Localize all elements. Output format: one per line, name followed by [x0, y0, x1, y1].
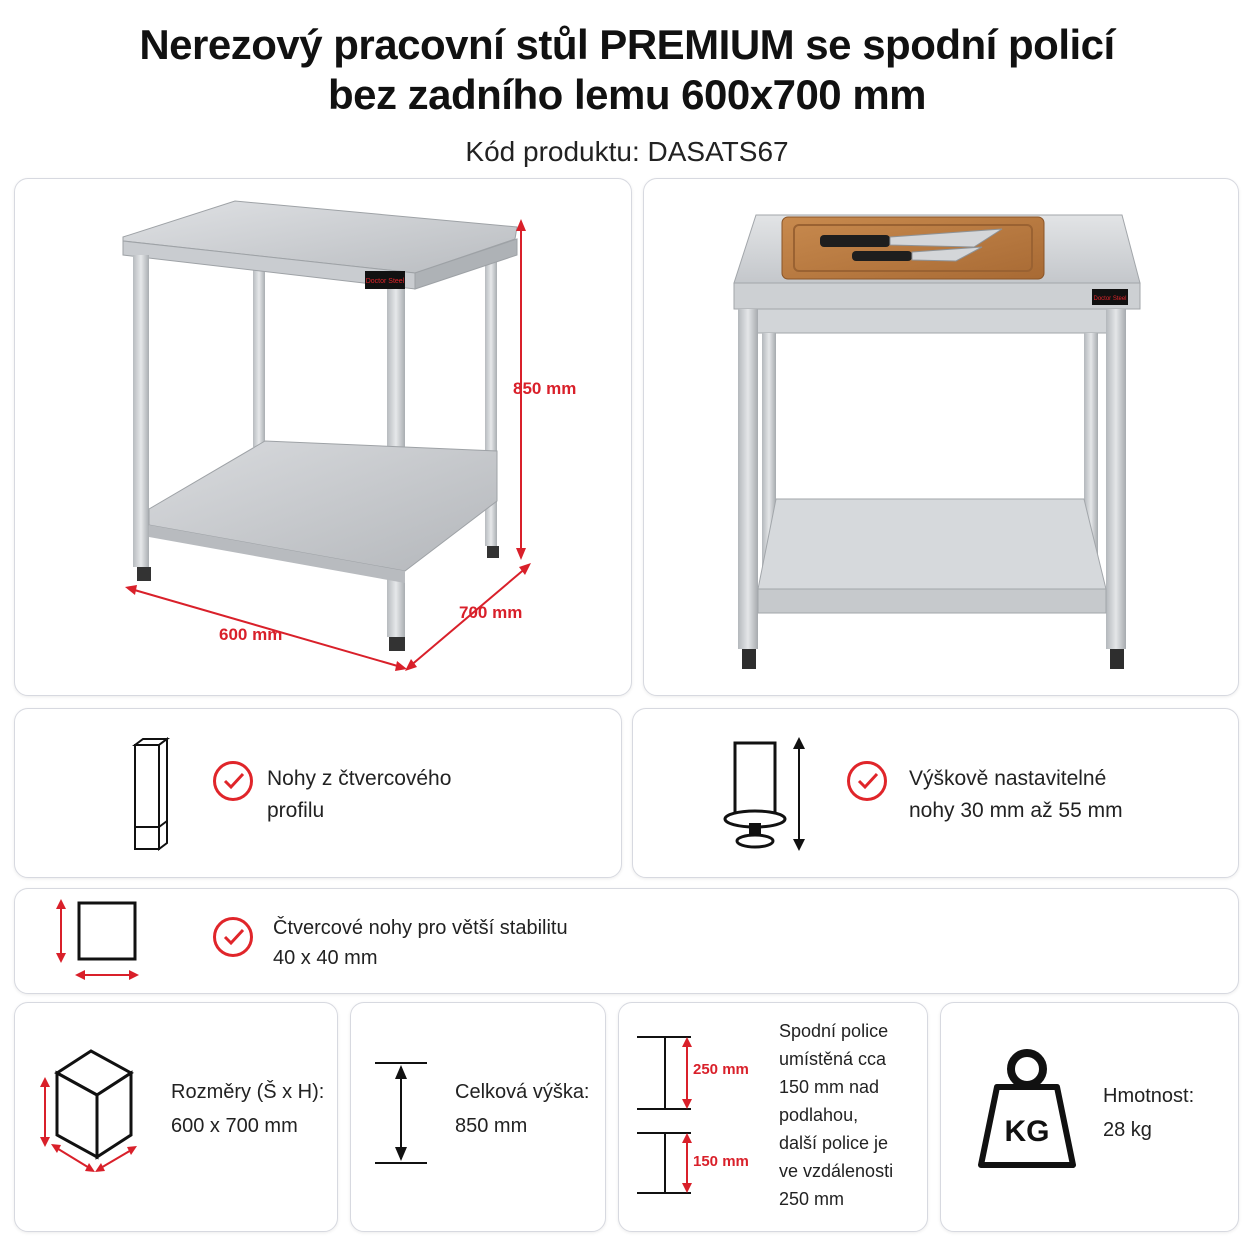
spec-shelf-line: další police je: [779, 1133, 889, 1153]
spec-height-line2: 850 mm: [455, 1115, 528, 1137]
spec-dimensions-text: [171, 1075, 324, 1143]
title-line-2: bez zadního lemu 600x700 mm: [327, 71, 927, 118]
weight-kg-icon: [977, 1047, 1077, 1177]
feature-adjustable-legs-card: [632, 708, 1239, 878]
feature-square-profile-legs-card: [14, 708, 622, 878]
spec-height-line1: Celková výška:: [455, 1081, 590, 1103]
check-icon: [213, 761, 253, 801]
spec-weight-line1: Hmotnost:: [1103, 1085, 1195, 1107]
spec-shelf-line: 250 mm: [779, 1189, 845, 1209]
box-dimensions-icon: [35, 1043, 155, 1183]
feature-adjustable-text: [909, 763, 1123, 827]
dimension-width-label: 600 mm: [219, 625, 283, 644]
page-title: [0, 20, 1254, 120]
shelf-dim-bottom-label: 150 mm: [693, 1153, 749, 1170]
feature-square-legs-line1: Čtvercové nohy pro větší stabilitu: [273, 917, 568, 939]
spec-shelf-text: [779, 1017, 893, 1213]
feature-legs-profile-line2: profilu: [267, 799, 325, 822]
spec-weight-line2: 28 kg: [1103, 1119, 1152, 1141]
feature-square-legs-text: [273, 913, 568, 973]
spec-weight-card: [940, 1002, 1239, 1232]
dimension-height-label: 850 mm: [513, 379, 577, 398]
spec-shelf-position-card: [618, 1002, 928, 1232]
shelf-dim-top-label: 250 mm: [693, 1061, 749, 1078]
feature-adjustable-line2: nohy 30 mm až 55 mm: [909, 799, 1123, 822]
svg-text:Doctor Steel: Doctor Steel: [365, 278, 405, 285]
spec-height-text: [455, 1075, 590, 1143]
check-icon: [847, 761, 887, 801]
square-cross-section-icon: [53, 895, 153, 985]
spec-dimensions-line2: 600 x 700 mm: [171, 1115, 298, 1137]
spec-shelf-line: umístěná cca: [779, 1049, 887, 1069]
feature-adjustable-line1: Výškově nastavitelné: [909, 767, 1107, 790]
spec-shelf-line: podlahou,: [779, 1105, 859, 1125]
feature-square-legs-card: [14, 888, 1239, 994]
spec-dimensions-line1: Rozměry (Š x H):: [171, 1081, 325, 1103]
spec-weight-text: [1103, 1079, 1194, 1147]
feature-square-legs-line2: 40 x 40 mm: [273, 947, 378, 969]
product-code: Kód produktu: DASATS67: [465, 136, 789, 167]
spec-dimensions-card: [14, 1002, 338, 1232]
spec-shelf-line: ve vzdálenosti: [779, 1161, 894, 1181]
svg-text:Doctor Steel: Doctor Steel: [1093, 296, 1127, 302]
weight-icon-label: KG: [1004, 1115, 1050, 1148]
spec-shelf-line: Spodní police: [779, 1021, 889, 1041]
shelf-spacing-icon: [635, 1029, 755, 1209]
adjustable-foot-icon: [713, 733, 823, 863]
feature-legs-profile-text: [267, 763, 451, 827]
title-line-1: Nerezový pracovní stůl PREMIUM se spodní policí: [139, 21, 1115, 68]
table-front-illustration: [644, 179, 1240, 697]
square-leg-profile-icon: [127, 731, 187, 861]
spec-shelf-line: 150 mm nad: [779, 1077, 880, 1097]
table-dimensions-illustration: [15, 179, 633, 697]
product-photo-front-card: [643, 178, 1239, 696]
feature-legs-profile-line1: Nohy z čtvercového: [267, 767, 452, 790]
check-icon: [213, 917, 253, 957]
height-arrow-icon: [371, 1059, 431, 1169]
dimension-depth-label: 700 mm: [459, 603, 523, 622]
product-photo-dimensions-card: [14, 178, 632, 696]
spec-height-card: [350, 1002, 606, 1232]
